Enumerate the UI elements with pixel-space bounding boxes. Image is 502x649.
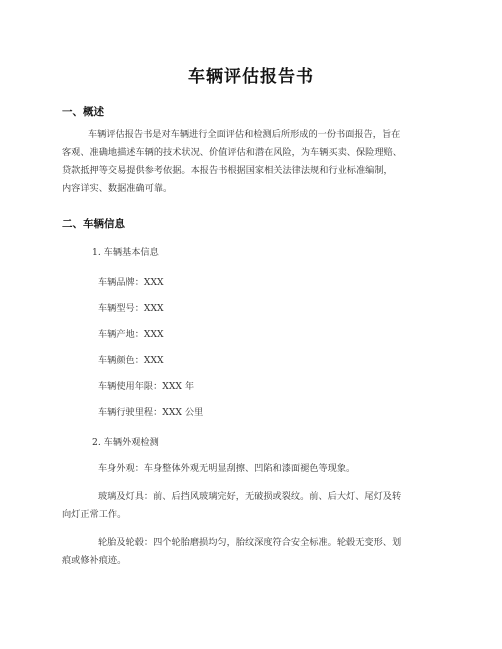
- paragraph-line: 贷款抵押等交易提供参考依据。本报告书根据国家相关法律法规和行业标准编制，: [62, 165, 393, 176]
- detail-body-exterior: [62, 460, 355, 478]
- detail-line: 玻璃及灯具：前、后挡风玻璃完好，无破损或裂纹。前、后大灯、尾灯及转: [98, 491, 402, 502]
- field-years-used: 车辆使用年限：XXX 年: [98, 381, 195, 392]
- detail-line: 轮胎及轮毂：四个轮胎磨损均匀，胎纹深度符合安全标准。轮毂无变形、划: [98, 537, 402, 548]
- overview-paragraph: [62, 126, 447, 198]
- field-color: 车辆颜色：XXX: [98, 355, 164, 366]
- field-origin: 车辆产地：XXX: [98, 329, 164, 340]
- paragraph-line: 内容详实、数据准确可靠。: [62, 183, 173, 194]
- section-heading-overview: 一、概述: [62, 106, 104, 118]
- detail-line: 车身外观：车身整体外观无明显刮擦、凹陷和漆面褪色等现象。: [98, 463, 356, 474]
- detail-glass-lights: [62, 488, 401, 524]
- paragraph-line: 车辆评估报告书是对车辆进行全面评估和检测后所形成的一份书面报告，旨在: [88, 129, 401, 140]
- detail-line: 痕或修补痕迹。: [62, 555, 127, 566]
- field-mileage: 车辆行驶里程：XXX 公里: [98, 407, 204, 418]
- subsection-title-exterior-check: 2. 车辆外观检测: [92, 437, 159, 448]
- document-title: 车辆评估报告书: [188, 67, 314, 87]
- field-brand: 车辆品牌：XXX: [98, 277, 164, 288]
- field-model: 车辆型号：XXX: [98, 303, 164, 314]
- subsection-title-basic-info: 1. 车辆基本信息: [92, 247, 159, 258]
- section-heading-vehicle-info: 二、车辆信息: [62, 218, 125, 230]
- detail-line: 向灯正常工作。: [62, 509, 127, 520]
- paragraph-line: 客观、准确地描述车辆的技术状况、价值评估和潜在风险，为车辆买卖、保险理赔、: [62, 147, 402, 158]
- detail-tires-wheels: [62, 534, 401, 570]
